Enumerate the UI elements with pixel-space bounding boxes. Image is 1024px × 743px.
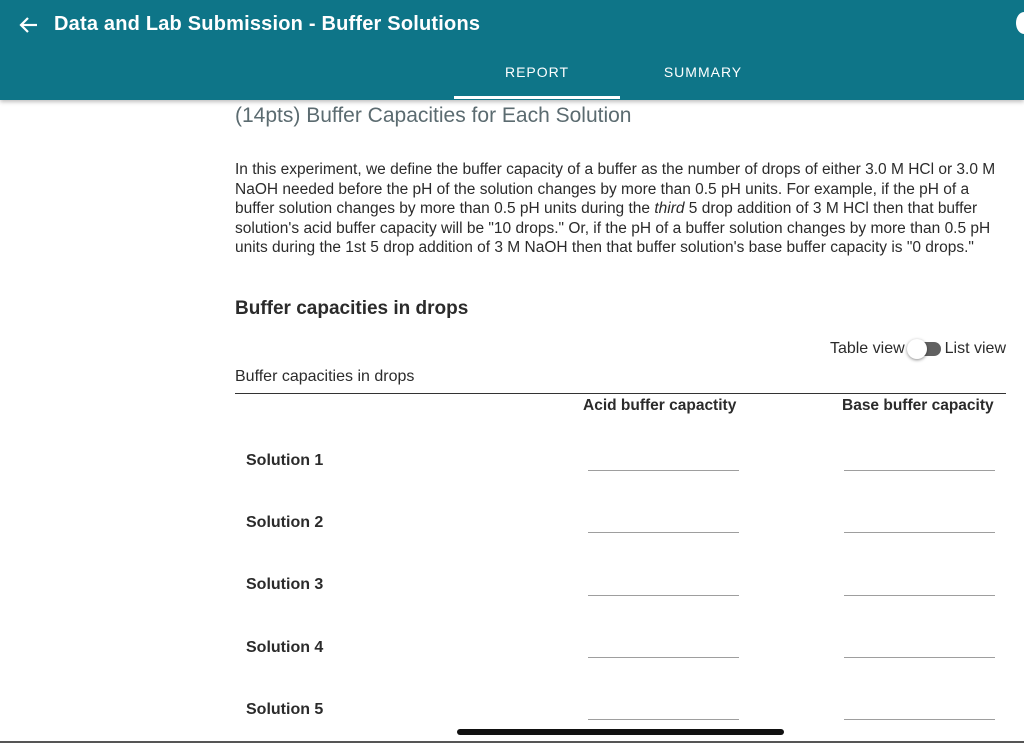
acid-capacity-input-3[interactable] xyxy=(588,573,739,596)
instructions-text-2: 5 drop addition of 3 M HCl then that buffer solution's acid buffer capacity will be "10 drops." Or, if the pH of a buffer solution changes by more than 0.5 pH units during the 1st 5 drop addition of 3 M NaOH then that buffer solution's base buffer capacity is "0 drops." xyxy=(235,200,991,257)
row-label: Solution 3 xyxy=(246,576,324,593)
row-label: Solution 1 xyxy=(246,452,324,469)
list-view-label[interactable]: List view xyxy=(944,340,1006,357)
view-toggle xyxy=(830,340,1006,358)
base-capacity-input-1[interactable] xyxy=(844,448,995,471)
base-capacity-input-4[interactable] xyxy=(844,635,995,658)
base-capacity-input-3[interactable] xyxy=(844,573,995,596)
tab-summary[interactable]: SUMMARY xyxy=(663,64,743,80)
column-header-base: Base buffer capacity xyxy=(842,397,994,414)
arrow-left-icon[interactable] xyxy=(16,12,42,38)
avatar[interactable] xyxy=(1016,12,1024,34)
app-header xyxy=(0,0,1024,100)
page-title: Data and Lab Submission - Buffer Solutions xyxy=(54,13,481,35)
active-tab-indicator xyxy=(454,96,620,99)
view-toggle-switch[interactable] xyxy=(911,342,941,356)
section-heading: (14pts) Buffer Capacities for Each Solution xyxy=(235,104,632,127)
row-label: Solution 2 xyxy=(246,514,324,531)
base-capacity-input-2[interactable] xyxy=(844,510,995,533)
instructions-text-1: In this experiment, we define the buffer capacity of a buffer as the number of drops of either 3.0 M HCl or 3.0 M NaOH needed before the pH of the solution changes by more than 0.5 pH units. For example, if the pH of a buffer solution changes by more than 0.5 pH units during the xyxy=(235,161,996,218)
acid-capacity-input-4[interactable] xyxy=(588,635,739,658)
column-header-acid: Acid buffer capactity xyxy=(583,397,737,414)
acid-capacity-input-5[interactable] xyxy=(588,697,739,720)
instructions-emphasis: third xyxy=(654,200,685,218)
home-indicator[interactable] xyxy=(457,729,784,735)
acid-capacity-input-1[interactable] xyxy=(588,448,739,471)
tab-report[interactable]: REPORT xyxy=(504,64,570,80)
toggle-knob xyxy=(907,339,927,359)
table-divider xyxy=(235,393,1006,394)
base-capacity-input-5[interactable] xyxy=(844,697,995,720)
table-caption: Buffer capacities in drops xyxy=(235,368,415,385)
row-label: Solution 5 xyxy=(246,701,324,718)
table-view-label[interactable]: Table view xyxy=(829,340,905,357)
acid-capacity-input-2[interactable] xyxy=(588,510,739,533)
instructions-paragraph xyxy=(235,160,1010,258)
row-label: Solution 4 xyxy=(246,639,324,656)
buffer-capacities-heading: Buffer capacities in drops xyxy=(235,298,469,319)
